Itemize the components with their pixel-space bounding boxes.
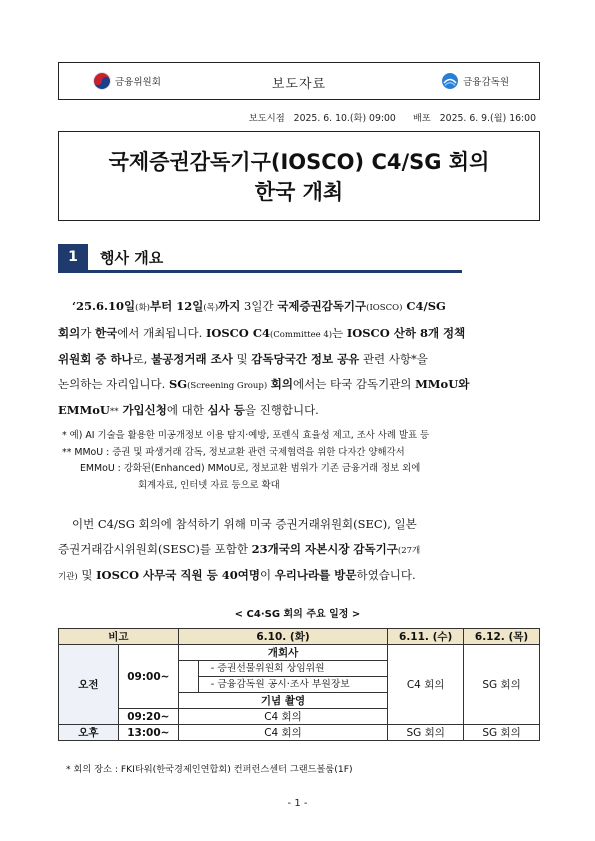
release-date-line (0, 110, 536, 124)
header-day-2: 6.11. (수) (388, 629, 464, 645)
pm-label: 오후 (59, 725, 119, 741)
headline-line-1: 국제증권감독기구(IOSCO) C4/SG 회의 (108, 150, 490, 174)
speaker-1: - 증권선물위원회 상임위원 (198, 661, 387, 677)
schedule-caption: < C4·SG 회의 주요 일정 > (234, 609, 361, 620)
release-value: 2025. 6. 9.(월) 16:00 (439, 113, 536, 124)
headline-box (58, 131, 540, 221)
paragraph-line: ‘25.6.10일(화)부터 12일(목)까지 3일간 국제증권감독기구(IOSCO) C4/SG (72, 299, 446, 313)
table-row (59, 725, 540, 741)
section-number: 1 (58, 244, 88, 270)
indent-cell (178, 661, 198, 693)
pm-610-event: C4 회의 (178, 725, 387, 741)
note-ai: * 예) AI 기술을 활용한 미공개정보 이용 탐지·예방, 포렌식 효율성 제고, 조사 사례 발표 등 (62, 430, 430, 441)
page-number: - 1 - (287, 798, 308, 809)
headline-line-2: 한국 개최 (254, 180, 344, 204)
fss-logo (441, 72, 509, 90)
am-611-event: C4 회의 (388, 645, 464, 725)
header-note: 비고 (59, 629, 179, 645)
paragraph-line: 회의가 한국에서 개최됩니다. IOSCO C4(Committee 4)는 IOSCO 산하 8개 정책 (58, 325, 466, 340)
am-label: 오전 (59, 645, 119, 725)
section-heading (58, 244, 462, 272)
table-row (59, 645, 540, 661)
press-header (58, 62, 540, 100)
section-title: 행사 개요 (100, 249, 164, 267)
release-label: 배포 (412, 113, 431, 124)
paragraph-line: 논의하는 자리입니다. SG(Screening Group) 회의에서는 타국 감독기관의 MMoU와 (58, 376, 470, 391)
am-610-c4: C4 회의 (178, 709, 387, 725)
attendance-paragraph (58, 512, 540, 590)
embargo-label: 보도시점 (248, 113, 285, 124)
opening-remarks: 개회사 (178, 645, 387, 661)
overview-paragraph (58, 294, 540, 425)
time-0920: 09:20~ (118, 709, 178, 725)
note-mmou: ** MMoU : 증권 및 파생거래 감독, 정보교환 관련 국제협력을 위한 다자간 양해각서 (62, 446, 405, 458)
header-day-3: 6.12. (목) (464, 629, 540, 645)
pm-612-event: SG 회의 (464, 725, 540, 741)
schedule-table (58, 628, 540, 741)
note-emmou: EMMoU : 강화된(Enhanced) MMoU로, 정보교환 범위가 기존 금융거래 정보 외에 (80, 463, 421, 474)
section-underline (58, 270, 462, 273)
time-0900: 09:00~ (118, 645, 178, 709)
fsc-name: 금융위원회 (115, 77, 161, 88)
time-1300: 13:00~ (118, 725, 178, 741)
fss-emblem-icon (441, 72, 459, 90)
venue-note: * 회의 장소 : FKI타워(한국경제인연합회) 컨퍼런스센터 그랜드볼룸(1F) (66, 764, 353, 775)
speaker-2: - 금융감독원 공시·조사 부원장보 (198, 677, 387, 693)
embargo-value: 2025. 6. 10.(화) 09:00 (293, 113, 396, 124)
table-header-row (59, 629, 540, 645)
fss-name: 금융감독원 (463, 77, 509, 88)
photo-session: 기념 촬영 (178, 693, 387, 709)
note-emmou-cont: 회계자료, 인터넷 자료 등으로 확대 (138, 479, 280, 491)
am-612-event: SG 회의 (464, 645, 540, 725)
paragraph-line: 위원회 중 하나로, 불공정거래 조사 및 감독당국간 정보 공유 관련 사항*을 (58, 352, 428, 366)
paragraph-line: EMMoU** 가입신청에 대한 심사 등을 진행합니다. (58, 403, 319, 417)
paragraph-line: 이번 C4/SG 회의에 참석하기 위해 미국 증권거래위원회(SEC), 일본 (72, 517, 417, 531)
header-day-1: 6.10. (화) (178, 629, 387, 645)
press-release-label: 보도자료 (271, 77, 327, 92)
paragraph-line: 증권거래감시위원회(SESC)를 포함한 23개국의 자본시장 감독기구(27개 (58, 541, 421, 556)
footnotes-block (62, 428, 542, 494)
pm-611-event: SG 회의 (388, 725, 464, 741)
paragraph-line: 기관) 및 IOSCO 사무국 직원 등 40여명이 우리나라를 방문하였습니다. (58, 568, 416, 582)
